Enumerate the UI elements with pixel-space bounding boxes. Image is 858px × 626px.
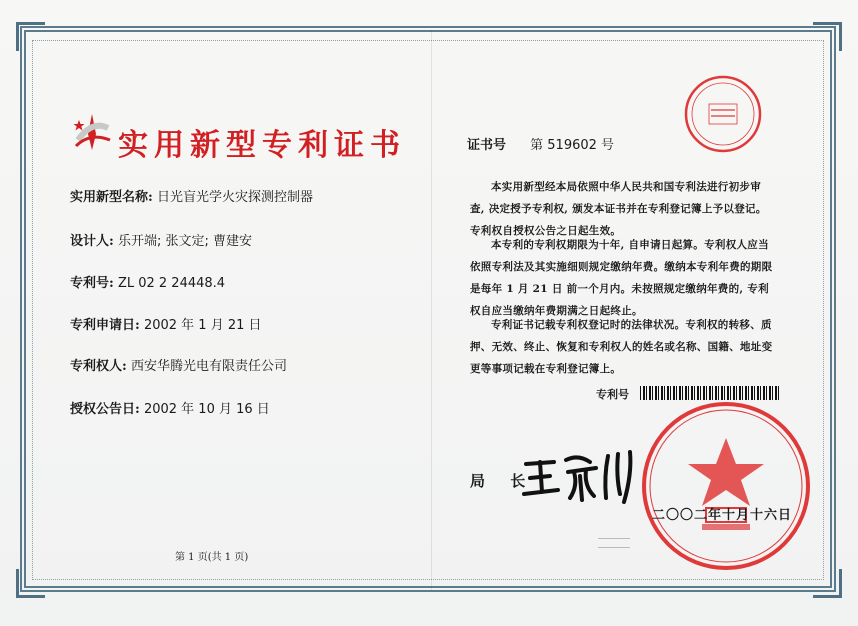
page-number: 第 1 页(共 1 页) <box>175 552 249 563</box>
field-label: 专利权人: <box>70 359 127 374</box>
faint-mark <box>598 538 630 548</box>
field-label: 实用新型名称: <box>70 190 153 205</box>
field-designers <box>70 230 252 249</box>
legal-status-paragraph: 专利证书记载专利权登记时的法律状况。专利权的转移、质押、无效、终止、恢复和专利权人的姓名或名称、国籍、地址变更等事项记载在专利登记簿上。 <box>470 319 773 375</box>
field-label: 设计人: <box>70 234 114 249</box>
field-value: 乐开端; 张文定; 曹建安 <box>117 234 252 249</box>
director-signature <box>520 446 640 506</box>
field-value: 2002 年 10 月 16 日 <box>143 402 270 417</box>
term-paragraph: 本专利的专利权期限为十年, 自申请日起算。专利权人应当依照专利法及其实施细则规定缴纳年费。缴纳本专利年费的期限是每年 1 月 21 日 前一个月内。未按照规定缴纳年费的, 专利权自应当缴纳年费期满之日起终止。 <box>470 239 773 317</box>
patent-office-emblem-icon <box>70 110 114 154</box>
field-utility-model-name <box>70 186 313 205</box>
corner-ornament <box>16 569 45 598</box>
field-value: ZL 02 2 24448.4 <box>117 276 226 291</box>
field-label: 专利号: <box>70 276 114 291</box>
certificate-number <box>467 134 614 153</box>
field-patentee <box>70 355 287 374</box>
issue-date: 二〇〇二年十月十六日 <box>652 508 793 523</box>
certificate-header <box>70 110 410 170</box>
certificate-number-value: 第 519602 号 <box>530 138 615 153</box>
field-value: 2002 年 1 月 21 日 <box>143 318 262 333</box>
page-fold <box>431 30 432 590</box>
field-label: 专利申请日: <box>70 318 140 333</box>
patent-barcode <box>640 386 780 400</box>
field-application-date <box>70 314 262 333</box>
field-grant-date <box>70 398 270 417</box>
corner-ornament <box>813 569 842 598</box>
state-ip-office-seal <box>640 400 812 572</box>
field-patent-number <box>70 272 225 291</box>
corner-ornament <box>16 22 45 51</box>
field-label: 授权公告日: <box>70 402 140 417</box>
director-label: 局 长 <box>470 472 536 490</box>
grant-paragraph: 本实用新型经本局依照中华人民共和国专利法进行初步审查, 决定授予专利权, 颁发本证书并在专利登记簿上予以登记。专利权自授权公告之日起生效。 <box>470 181 767 237</box>
field-value: 西安华腾光电有限责任公司 <box>130 359 287 374</box>
certificate-number-label: 证书号 <box>467 138 507 153</box>
patent-number-label: 专利号 <box>596 388 629 401</box>
certificate-title: 实用新型专利证书 <box>118 128 406 163</box>
tax-stamp-seal <box>683 74 763 154</box>
field-value: 日光盲光学火灾探测控制器 <box>156 190 313 205</box>
corner-ornament <box>813 22 842 51</box>
